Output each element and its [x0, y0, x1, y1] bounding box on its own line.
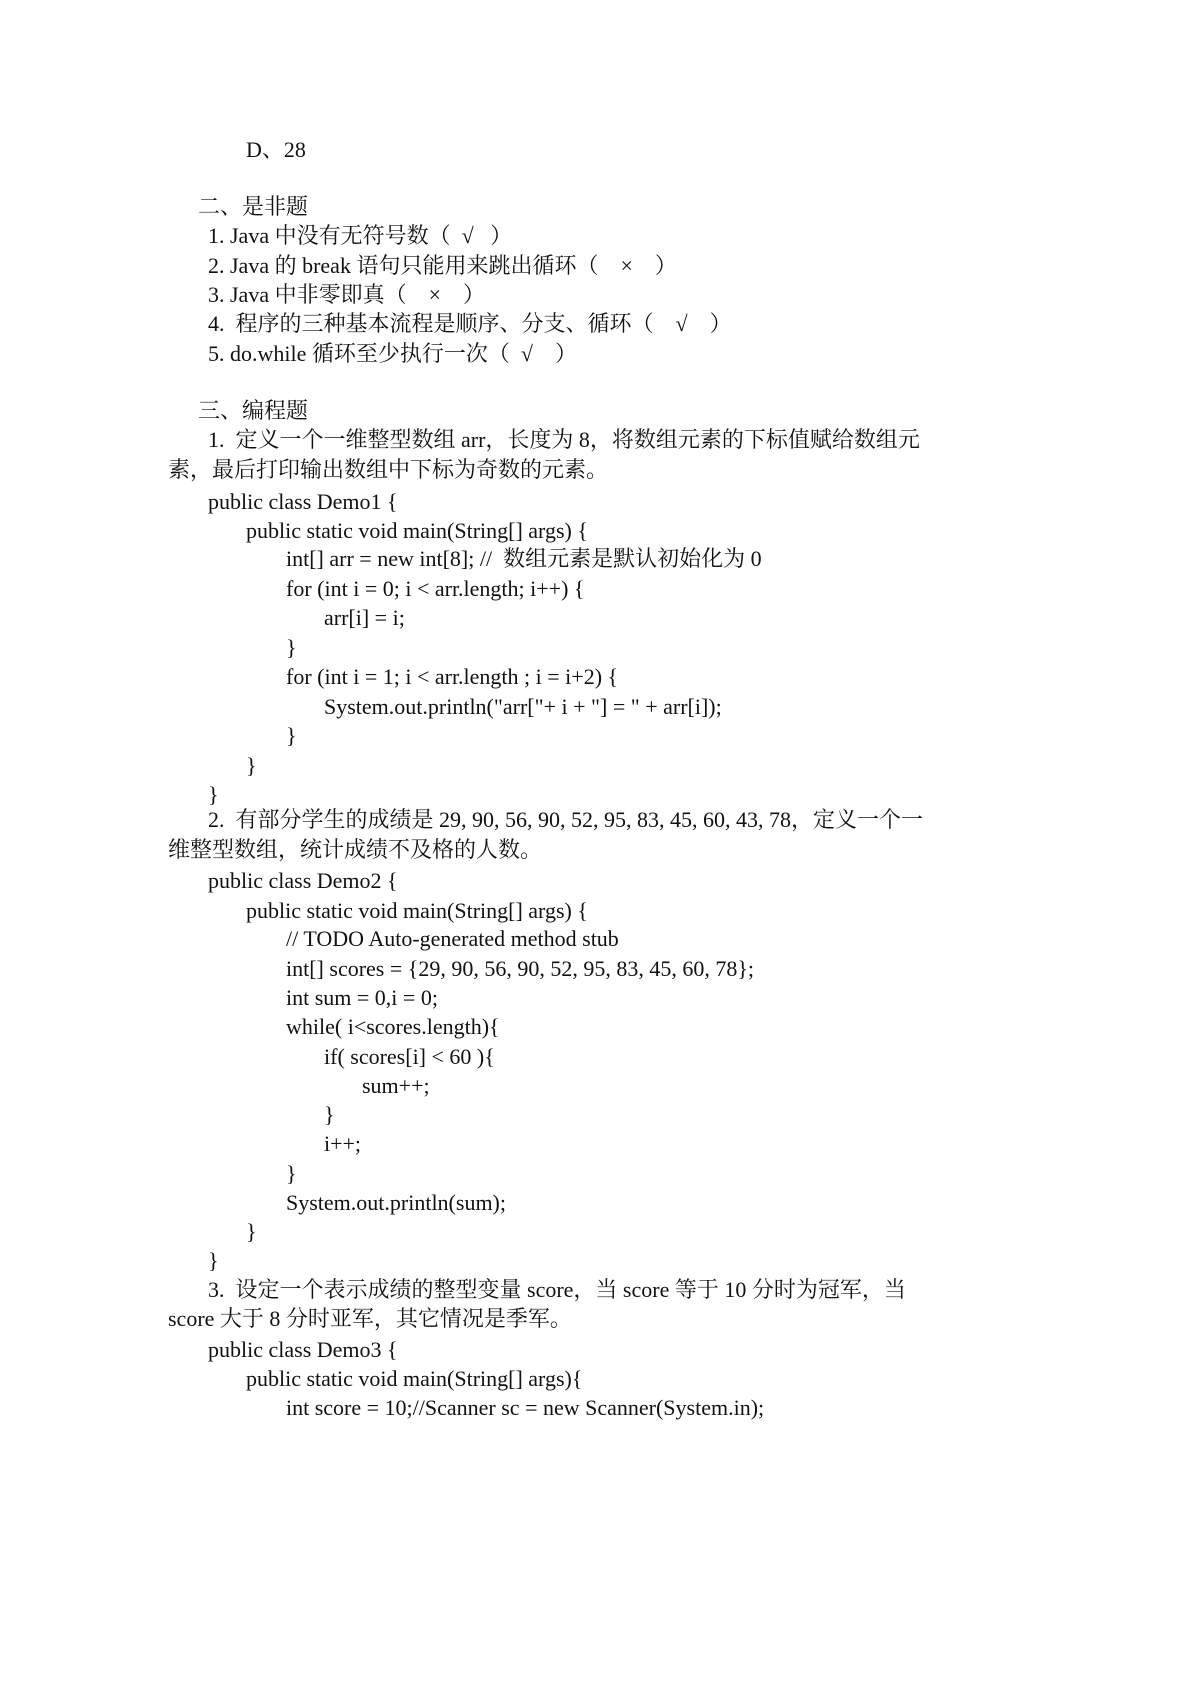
question-1-line-1: 1. 定义一个一维整型数组 arr，长度为 8，将数组元素的下标值赋给数组元 [208, 427, 920, 452]
q2-code-line: } [286, 1161, 297, 1186]
q2-code-line: public static void main(String[] args) { [246, 898, 588, 923]
section-two-heading: 二、是非题 [198, 194, 309, 219]
option-d: D、28 [246, 137, 306, 162]
true-false-item-5: 5. do.while 循环至少执行一次（ √ ） [208, 341, 577, 366]
true-false-item-2: 2. Java 的 break 语句只能用来跳出循环（ × ） [208, 253, 677, 278]
q1-code-line: System.out.println("arr["+ i + "] = " + arr[i]); [324, 694, 722, 719]
question-2-line-1: 2. 有部分学生的成绩是 29, 90, 56, 90, 52, 95, 83, 45, 60, 43, 78，定义一个一 [208, 807, 924, 832]
question-3-line-2: score 大于 8 分时亚军，其它情况是季军。 [168, 1306, 572, 1331]
q1-code-line: for (int i = 0; i < arr.length; i++) { [286, 576, 585, 601]
question-2-line-2: 维整型数组，统计成绩不及格的人数。 [168, 837, 543, 862]
q2-code-line: System.out.println(sum); [286, 1190, 506, 1215]
question-1-line-2: 素，最后打印输出数组中下标为奇数的元素。 [168, 457, 609, 482]
q2-code-line: int[] scores = {29, 90, 56, 90, 52, 95, 83, 45, 60, 78}; [286, 956, 754, 981]
true-false-item-1: 1. Java 中没有无符号数（ √ ） [208, 223, 513, 248]
q2-code-line: while( i<scores.length){ [286, 1014, 500, 1039]
q2-code-line: } [246, 1219, 257, 1244]
q2-code-line: } [324, 1102, 335, 1127]
q1-code-line: } [208, 782, 219, 807]
q1-code-line: } [286, 635, 297, 660]
q1-code-line: } [286, 723, 297, 748]
q2-code-line: if( scores[i] < 60 ){ [324, 1044, 495, 1069]
section-three-heading: 三、编程题 [198, 398, 309, 423]
q1-code-line: arr[i] = i; [324, 605, 405, 630]
q1-code-line: int[] arr = new int[8]; // 数组元素是默认初始化为 0 [286, 546, 762, 571]
q2-code-line: i++; [324, 1131, 362, 1156]
true-false-item-3: 3. Java 中非零即真（ × ） [208, 282, 485, 307]
q2-code-line: // TODO Auto-generated method stub [286, 926, 619, 951]
q2-code-line: public class Demo2 { [208, 868, 398, 893]
q1-code-line: public class Demo1 { [208, 489, 398, 514]
q1-code-line: for (int i = 1; i < arr.length ; i = i+2) { [286, 664, 619, 689]
q2-code-line: int sum = 0,i = 0; [286, 985, 438, 1010]
q2-code-line: sum++; [362, 1073, 430, 1098]
q2-code-line: } [208, 1248, 219, 1273]
q3-code-line: public class Demo3 { [208, 1337, 398, 1362]
q1-code-line: } [246, 753, 257, 778]
q3-code-line: public static void main(String[] args){ [246, 1366, 583, 1391]
q3-code-line: int score = 10;//Scanner sc = new Scanner(System.in); [286, 1395, 765, 1420]
question-3-line-1: 3. 设定一个表示成绩的整型变量 score，当 score 等于 10 分时为冠军，当 [208, 1277, 906, 1302]
true-false-item-4: 4. 程序的三种基本流程是顺序、分支、循环（ √ ） [208, 311, 732, 336]
q1-code-line: public static void main(String[] args) { [246, 518, 588, 543]
